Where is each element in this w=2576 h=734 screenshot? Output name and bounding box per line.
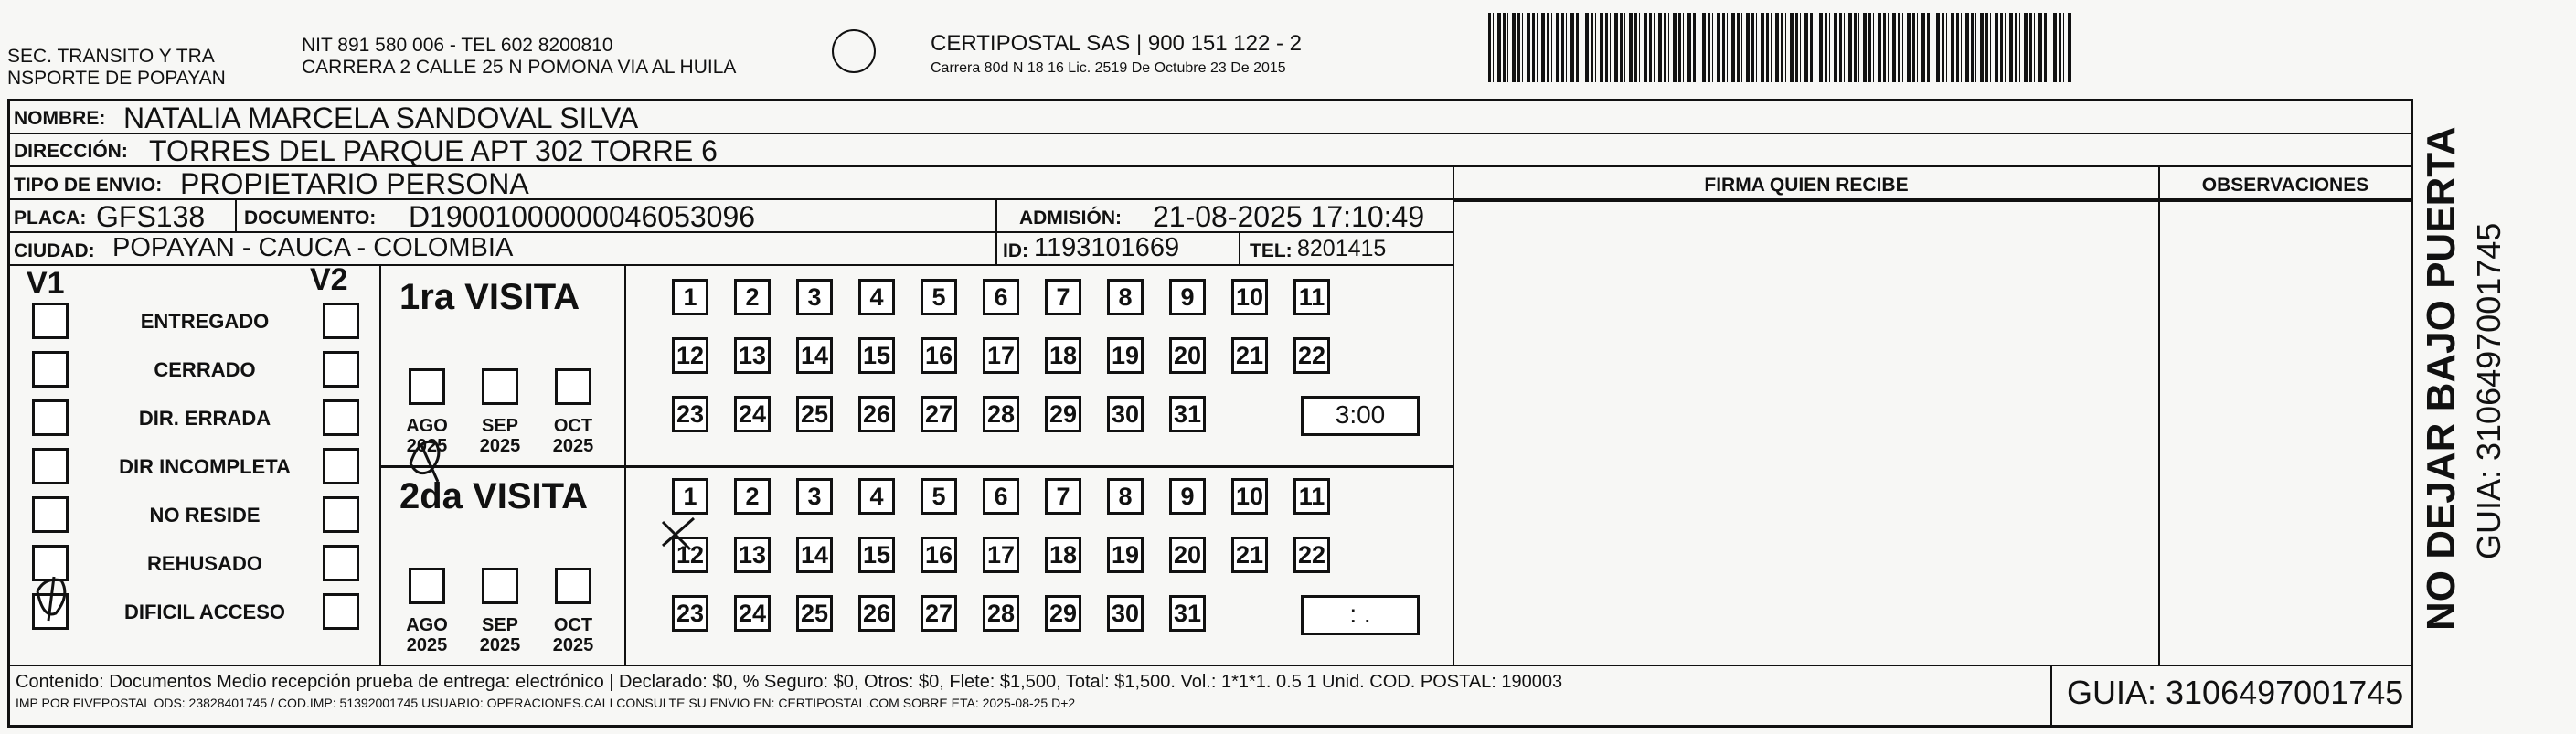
status-label: CERRADO [154,358,256,381]
day-cell[interactable]: 11 [1293,279,1330,315]
nombre-label: NOMBRE: [14,108,106,129]
handwriting-marks [10,266,1453,665]
sender-line-2: NSPORTE DE POPAYAN [7,68,226,89]
id-divider [995,233,997,264]
day-cell[interactable]: 23 [672,595,708,632]
day-cell[interactable]: 13 [734,337,771,374]
day-cell[interactable]: 5 [921,279,957,315]
day-cell[interactable]: 27 [921,396,957,432]
day-cell[interactable]: 13 [734,537,771,573]
observaciones-header: OBSERVACIONES [2201,175,2369,196]
day-cell[interactable]: 9 [1169,279,1206,315]
direccion-value: TORRES DEL PARQUE APT 302 TORRE 6 [149,134,718,167]
placa-row [10,200,1453,233]
documento-value: D19001000000046053096 [409,200,756,233]
status-label: DIR INCOMPLETA [119,455,291,478]
id-label: ID: [1003,240,1028,261]
day-cell[interactable]: 10 [1231,279,1268,315]
check-mark-day-23 [663,518,694,549]
second-visit-title: 2da VISITA [399,476,588,516]
status-label: NO RESIDE [149,504,261,527]
day-cell[interactable]: 4 [858,478,895,515]
month-label: OCT 2025 [552,615,594,655]
ciudad-label: CIUDAD: [14,240,95,261]
day-cell[interactable]: 10 [1231,478,1268,515]
day-cell[interactable]: 18 [1045,537,1081,573]
day-cell[interactable]: 6 [983,279,1019,315]
day-cell[interactable]: 22 [1293,337,1330,374]
day-cell[interactable]: 20 [1169,537,1206,573]
day-cell[interactable]: 14 [796,337,833,374]
status-label: DIFICIL ACCESO [123,601,285,623]
status-label: DIR. ERRADA [138,407,271,430]
month-label: OCT 2025 [552,416,594,456]
tipo-row [10,167,2411,200]
status-label: ENTREGADO [140,310,270,333]
side-guia: GUIA: 3106497001745 [2470,222,2507,559]
day-cell[interactable]: 24 [734,396,771,432]
day-cell[interactable]: 28 [983,595,1019,632]
placa-divider [235,200,237,231]
sender-contact [302,35,736,79]
day-cell[interactable]: 12 [672,537,708,573]
day-cell[interactable]: 23 [672,396,708,432]
time-box-second[interactable]: : . [1301,595,1420,635]
day-cell[interactable]: 26 [858,595,895,632]
visit-area [10,262,1453,665]
sender-block [7,46,226,90]
day-cell[interactable]: 12 [672,337,708,374]
month-label: SEP 2025 [479,615,521,655]
day-cell[interactable]: 17 [983,337,1019,374]
day-cell[interactable]: 5 [921,478,957,515]
documento-label: DOCUMENTO: [244,207,377,229]
day-cell[interactable]: 2 [734,478,771,515]
firma-header: FIRMA QUIEN RECIBE [1704,175,1909,196]
check-mark-dir-incompleta [37,577,65,621]
day-cell[interactable]: 27 [921,595,957,632]
company-block [931,31,1302,77]
company-sub: Carrera 80d N 18 16 Lic. 2519 De Octubre 23 De 2015 [931,60,1286,76]
day-cell[interactable]: 29 [1045,396,1081,432]
day-cell[interactable]: 11 [1293,478,1330,515]
guia-divider [2050,665,2052,725]
side-warning: NO DEJAR BAJO PUERTA [2419,126,2464,631]
day-cell[interactable]: 21 [1231,337,1268,374]
company-logo-icon [832,29,876,73]
day-cell[interactable]: 18 [1045,337,1081,374]
day-cell[interactable]: 20 [1169,337,1206,374]
day-cell[interactable]: 15 [858,337,895,374]
month-label: AGO 2025 [406,615,448,655]
status-label: REHUSADO [147,552,262,575]
day-cell[interactable]: 7 [1045,478,1081,515]
day-cell[interactable]: 19 [1107,337,1144,374]
month-label: AGO 2025 [406,416,448,456]
day-cell[interactable]: 21 [1231,537,1268,573]
nombre-value: NATALIA MARCELA SANDOVAL SILVA [123,101,639,134]
imp-text: IMP POR FIVEPOSTAL ODS: 23828401745 / COD.IMP: 51392001745 USUARIO: OPERACIONES.CALI CONSULTE SU ENVIO EN: CERTIPOSTAL.COM SOBRE ETA: 2025-08-25 D+2 [16,696,1076,710]
delivery-form [7,99,2413,728]
check-mark-ago [410,441,439,482]
ciudad-row [10,233,1453,266]
tel-label: TEL: [1250,240,1293,261]
day-cell[interactable]: 6 [983,478,1019,515]
day-cell[interactable]: 15 [858,537,895,573]
barcode [1488,13,2073,82]
tel-value: 8201415 [1297,236,1387,261]
day-cell[interactable]: 24 [734,595,771,632]
day-cell[interactable]: 22 [1293,537,1330,573]
day-cell[interactable]: 29 [1045,595,1081,632]
day-cell[interactable]: 4 [858,279,895,315]
day-cell[interactable]: 14 [796,537,833,573]
day-cell[interactable]: 30 [1107,396,1144,432]
day-cell[interactable]: 19 [1107,537,1144,573]
observaciones-divider [2158,167,2160,665]
month-label: SEP 2025 [479,416,521,456]
footer-guia: GUIA: 3106497001745 [2067,674,2404,711]
day-cell[interactable]: 17 [983,537,1019,573]
header-underline [1454,200,2411,202]
placa-label: PLACA: [14,207,87,229]
day-cell[interactable]: 28 [983,396,1019,432]
tel-divider [1239,233,1240,264]
nombre-row [10,101,2411,134]
day-cell[interactable]: 1 [672,478,708,515]
day-cell[interactable]: 31 [1169,595,1206,632]
day-cell[interactable]: 16 [921,537,957,573]
day-cell[interactable]: 1 [672,279,708,315]
day-cell[interactable]: 3 [796,279,833,315]
ciudad-value: POPAYAN - CAUCA - COLOMBIA [112,233,514,262]
tipo-label: TIPO DE ENVIO: [14,175,163,196]
day-cell[interactable]: 25 [796,595,833,632]
day-cell[interactable]: 31 [1169,396,1206,432]
id-value: 1193101669 [1034,233,1180,262]
day-cell[interactable]: 9 [1169,478,1206,515]
first-visit-title: 1ra VISITA [399,277,580,317]
time-box-first[interactable]: 3:00 [1301,396,1420,436]
day-cell[interactable]: 26 [858,396,895,432]
placa-value: GFS138 [96,200,206,233]
day-cell[interactable]: 3 [796,478,833,515]
contenido-text: Contenido: Documentos Medio recepción prueba de entrega: electrónico | Declarado: $0, % Seguro: $0, Otros: $0, Flete: $1,500, Total: $1,500. Vol.: 1*1*1. 0.5 1 Unid. COD. POSTAL: 190003 [16,672,1563,692]
nit-line: NIT 891 580 006 - TEL 602 8200810 [302,35,613,56]
direccion-label: DIRECCIÓN: [14,141,128,162]
admision-value: 21-08-2025 17:10:49 [1153,200,1425,233]
tipo-value: PROPIETARIO PERSONA [180,167,529,200]
day-cell[interactable]: 2 [734,279,771,315]
day-cell[interactable]: 7 [1045,279,1081,315]
direccion-row [10,134,2411,167]
v2-label: V2 [310,262,348,297]
day-cell[interactable]: 8 [1107,279,1144,315]
admision-divider [995,200,997,231]
admision-label: ADMISIÓN: [1019,207,1122,229]
company-name: CERTIPOSTAL SAS | 900 151 122 - 2 [931,31,1302,56]
v1-label: V1 [27,266,65,301]
firma-divider [1453,167,1454,665]
day-cell[interactable]: 30 [1107,595,1144,632]
day-cell[interactable]: 16 [921,337,957,374]
address-line: CARRERA 2 CALLE 25 N POMONA VIA AL HUILA [302,57,737,78]
sender-line-1: SEC. TRANSITO Y TRA [7,46,215,67]
day-cell[interactable]: 8 [1107,478,1144,515]
day-cell[interactable]: 25 [796,396,833,432]
